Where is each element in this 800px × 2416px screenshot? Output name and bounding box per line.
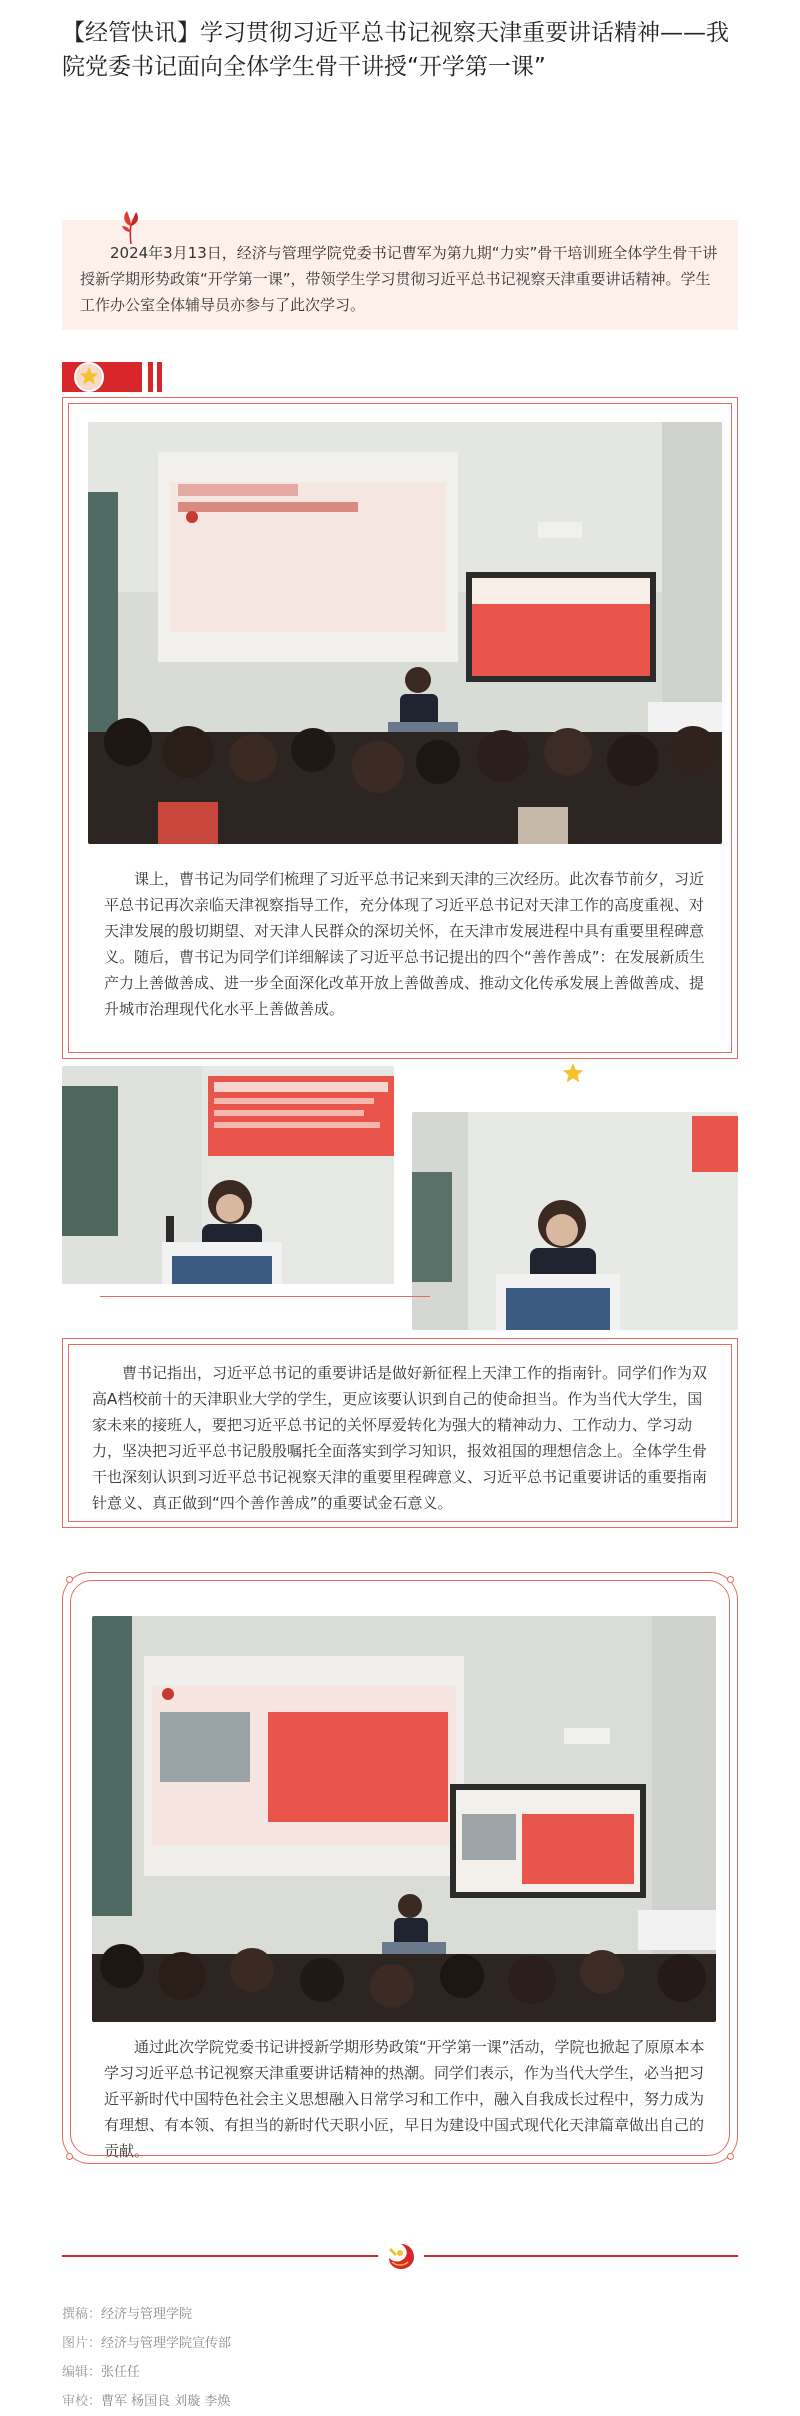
- star-icon: [79, 366, 99, 386]
- header-bar-stripe: [148, 362, 153, 392]
- footer-divider-right: [424, 2255, 738, 2257]
- intro-paragraph: 2024年3月13日，经济与管理学院党委书记曹军为第九期“力实”骨干培训班全体学生骨干讲授新学期形势政策“开学第一课”，带领学生学习贯彻习近平总书记视察天津重要讲话精神。学生工作办公室全体辅导员亦参与了此次学习。: [80, 244, 718, 314]
- body-paragraph-2: 曹书记指出，习近平总书记的重要讲话是做好新征程上天津工作的指南针。同学们作为双高A档校前十的天津职业大学的学生，更应该要认识到自己的使命担当。作为当代大学生，国家未来的接班人，要把习近平总书记的关怀厚爱转化为强大的精神动力、工作动力、学习动力，坚决把习近平总书记殷殷嘱托全面落实到学习知识，报效祖国的理想信念上。全体学生骨干也深刻认识到习近平总书记视察天津的重要里程碑意义、习近平总书记重要讲话的重要指南针意义、真正做到“四个善作善成”的重要试金石意义。: [92, 1364, 708, 1512]
- frame-corner-dot: [66, 1576, 73, 1583]
- frame-corner-dot: [727, 1576, 734, 1583]
- frame-corner-dot: [727, 2153, 734, 2160]
- header-bar-stripe: [157, 362, 162, 392]
- body-paragraph-1: 课上，曹书记为同学们梳理了习近平总书记来到天津的三次经历。此次春节前夕，习近平总书记再次亲临天津视察指导工作，充分体现了习近平总书记对天津工作的高度重视、对天津发展的殷切期望、对天津人民群众的深切关怀，在天津市发展进程中具有重要里程碑意义。随后，曹书记为同学们详细解读了习近平总书记提出的四个“善作善成”：在发展新质生产力上善做善成、进一步全面深化改革开放上善做善成、推动文化传承发展上善做善成、提升城市治理现代化水平上善做善成。: [104, 870, 705, 1018]
- credit-author: 撰稿：经济与管理学院: [62, 2307, 193, 2322]
- star-icon: [562, 1062, 584, 1084]
- body-paragraph-3: 通过此次学院党委书记讲授新学期形势政策“开学第一课”活动，学院也掀起了原原本本学习习近平总书记视察天津重要讲话精神的热潮。同学们表示，作为当代大学生，必当把习近平新时代中国特色社会主义思想融入日常学习和工作中，融入自我成长过程中，努力成为有理想、有本领、有担当的新时代天职小匠，早日为建设中国式现代化天津篇章做出自己的贡献。: [104, 2038, 705, 2160]
- credit-reviewer: 审校：曹军 杨国良 刘璇 李焕: [62, 2394, 231, 2409]
- footer-divider-left: [62, 2255, 378, 2257]
- classroom-photo: [88, 422, 722, 844]
- frame-corner-dot: [66, 2153, 73, 2160]
- classroom-photo-2: [92, 1616, 716, 2022]
- credit-photo: 图片：经济与管理学院宣传部: [62, 2336, 232, 2351]
- speaker-photo-left: [62, 1066, 394, 1284]
- divider-line: [100, 1296, 430, 1297]
- article-title: 【经管快讯】学习贯彻习近平总书记视察天津重要讲话精神——我院党委书记面向全体学生骨干讲授“开学第一课”: [62, 20, 729, 80]
- party-emblem-icon: [386, 2242, 416, 2270]
- credits-block: [62, 2300, 738, 2416]
- credit-editor: 编辑：张任任: [62, 2365, 141, 2380]
- speaker-photo-right: [412, 1112, 738, 1330]
